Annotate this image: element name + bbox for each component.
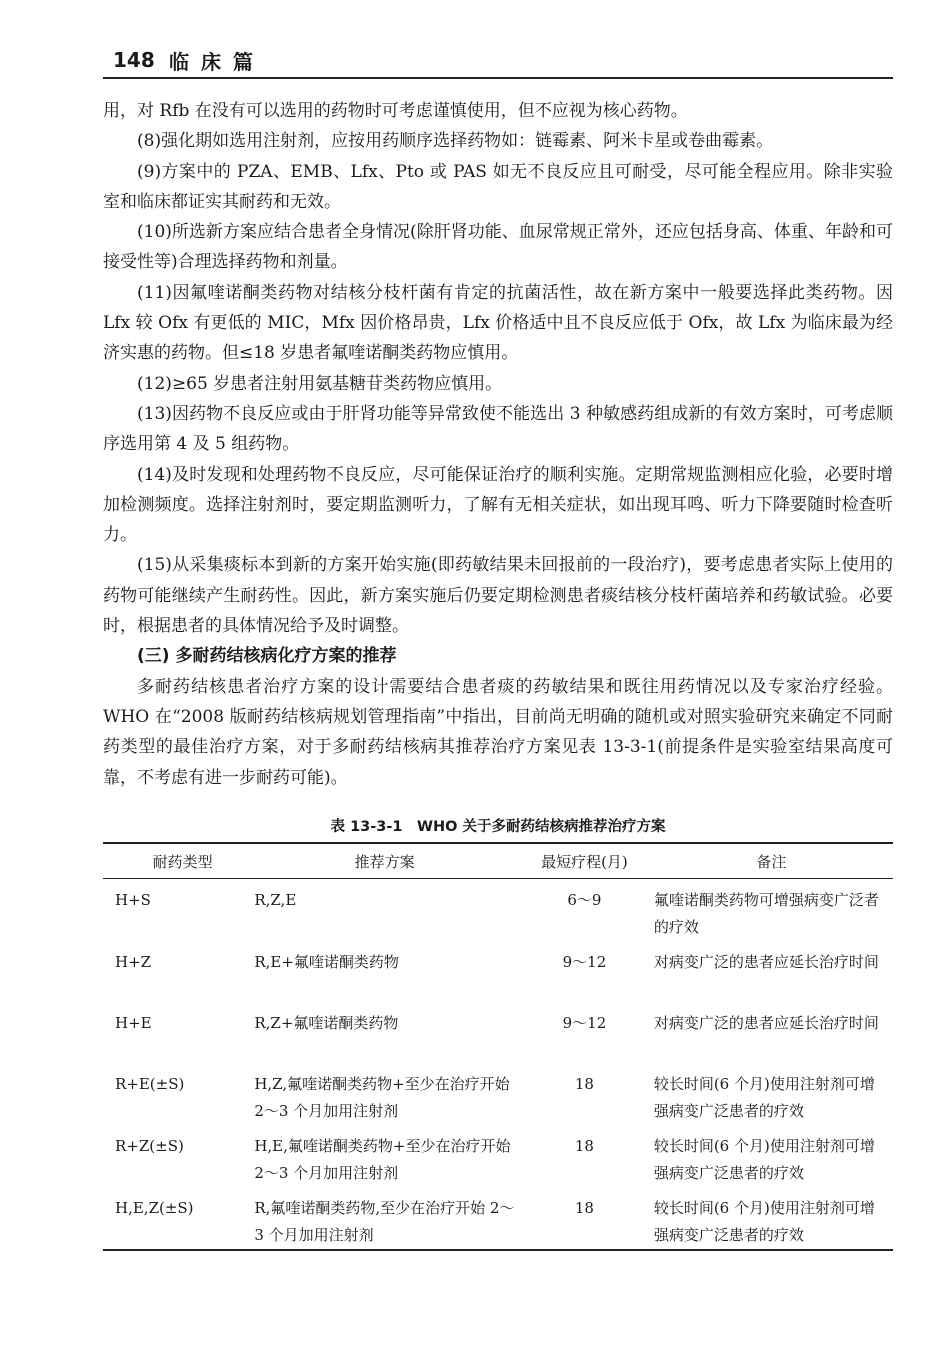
cell-resistance-type: H+S: [115, 891, 151, 909]
paragraph-continuation: 用，对 Rfb 在没有可以选用的药物时可考虑谨慎使用，但不应视为核心药物。: [103, 101, 688, 121]
header-remarks: 备注: [756, 852, 787, 871]
table-row: [103, 1125, 893, 1187]
cell-resistance-type: H,E,Z(±S): [115, 1199, 194, 1217]
cell-regimen: R,Z+氟喹诺酮类药物: [254, 1014, 399, 1032]
paragraph-item-13: (13)因药物不良反应或由于肝肾功能等异常致使不能选出 3 种敏感药组成新的有效方案时，可考虑顺序选用第 4 及 5 组药物。: [103, 403, 893, 455]
paragraph-item-12: (12)≥65 岁患者注射用氨基糖苷类药物应慎用。: [137, 373, 503, 394]
table-header-row: [103, 843, 893, 879]
cell-resistance-type: R+Z(±S): [115, 1137, 184, 1155]
cell-regimen: R,氟喹诺酮类药物,至少在治疗开始 2～3 个月加用注射剂: [254, 1199, 515, 1244]
cell-remarks: 对病变广泛的患者应延长治疗时间: [653, 1014, 879, 1032]
table-row: [103, 1002, 893, 1063]
table-row: [103, 941, 893, 1002]
paragraph-item-10: (10)所选新方案应结合患者全身情况(除肝肾功能、血尿常规正常外，还应包括身高、体重、年龄和可接受性等)合理选择药物和剂量。: [103, 222, 893, 273]
paragraph-item-8: (8)强化期如选用注射剂，应按用药顺序选择药物如：链霉素、阿米卡星或卷曲霉素。: [137, 131, 774, 152]
cell-duration: 9～12: [562, 1014, 607, 1032]
cell-resistance-type: R+E(±S): [115, 1075, 185, 1093]
page-header: [103, 40, 893, 80]
intro-paragraph: 多耐药结核患者治疗方案的设计需要结合患者痰的药敏结果和既往用药情况以及专家治疗经验。WHO 在“2008 版耐药结核病规划管理指南”中指出，目前尚无明确的随机或对照实验研究来确定不同耐药类型的最佳治疗方案，对于多耐药结核病其推荐治疗方案见表 13-3-1(前提条件是实验室结果高度可靠，不考虑有进一步耐药可能)。: [103, 676, 893, 788]
cell-remarks: 较长时间(6 个月)使用注射剂可增强病变广泛患者的疗效: [653, 1137, 875, 1182]
cell-duration: 18: [574, 1075, 594, 1093]
cell-regimen: R,E+氟喹诺酮类药物: [254, 953, 399, 971]
table-caption: 表 13-3-1 WHO 关于多耐药结核病推荐治疗方案: [330, 819, 666, 835]
cell-resistance-type: H+Z: [115, 953, 152, 971]
header-rule: [103, 77, 893, 79]
cell-remarks: 较长时间(6 个月)使用注射剂可增强病变广泛患者的疗效: [653, 1075, 875, 1120]
cell-remarks: 氟喹诺酮类药物可增强病变广泛者的疗效: [653, 891, 879, 936]
section-heading: (三) 多耐药结核病化疗方案的推荐: [137, 646, 397, 667]
paragraph-item-11: (11)因氟喹诺酮类药物对结核分枝杆菌有肯定的抗菌活性，故在新方案中一般要选择此类药物。因 Lfx 较 Ofx 有更低的 MIC，Mfx 因价格昂贵，Lfx 价格适中且不良反应低于 Ofx，故 Lfx 为临床最为经济实惠的药物。但≤18 岁患者氟喹诺酮类药物应慎用。: [103, 282, 893, 364]
section-name: 临床篇: [169, 50, 265, 74]
cell-remarks: 对病变广泛的患者应延长治疗时间: [653, 953, 879, 971]
paragraph-item-14: (14)及时发现和处理药物不良反应，尽可能保证治疗的顺利实施。定期常规监测相应化验，必要时增加检测频度。选择注射剂时，要定期监测听力，了解有无相关症状，如出现耳鸣、听力下降要随时检查听力。: [103, 464, 893, 546]
header-regimen: 推荐方案: [354, 852, 415, 871]
table-row: [103, 1187, 893, 1250]
page-number: 148: [113, 48, 155, 72]
body-text: [103, 96, 893, 793]
cell-remarks: 较长时间(6 个月)使用注射剂可增强病变广泛患者的疗效: [653, 1199, 875, 1244]
paragraph-item-9: (9)方案中的 PZA、EMB、Lfx、Pto 或 PAS 如无不良反应且可耐受，尽可能全程应用。除非实验室和临床都证实其耐药和无效。: [103, 161, 893, 212]
cell-duration: 9～12: [562, 953, 607, 971]
cell-resistance-type: H+E: [115, 1014, 152, 1032]
cell-regimen: R,Z,E: [254, 891, 297, 909]
table-row: [103, 879, 893, 942]
table-row: [103, 1063, 893, 1125]
cell-regimen: H,Z,氟喹诺酮类药物+至少在治疗开始 2～3 个月加用注射剂: [254, 1075, 510, 1120]
cell-duration: 18: [574, 1199, 594, 1217]
cell-duration: 18: [574, 1137, 594, 1155]
regimen-table: [103, 842, 893, 1251]
cell-duration: 6～9: [567, 891, 602, 909]
header-resistance-type: 耐药类型: [152, 852, 213, 871]
header-duration: 最短疗程(月): [541, 852, 628, 871]
cell-regimen: H,E,氟喹诺酮类药物+至少在治疗开始 2～3 个月加用注射剂: [254, 1137, 511, 1182]
paragraph-item-15: (15)从采集痰标本到新的方案开始实施(即药敏结果未回报前的一段治疗)，要考虑患者实际上使用的药物可能继续产生耐药性。因此，新方案实施后仍要定期检测患者痰结核分枝杆菌培养和药敏试验。必要时，根据患者的具体情况给予及时调整。: [103, 555, 893, 637]
